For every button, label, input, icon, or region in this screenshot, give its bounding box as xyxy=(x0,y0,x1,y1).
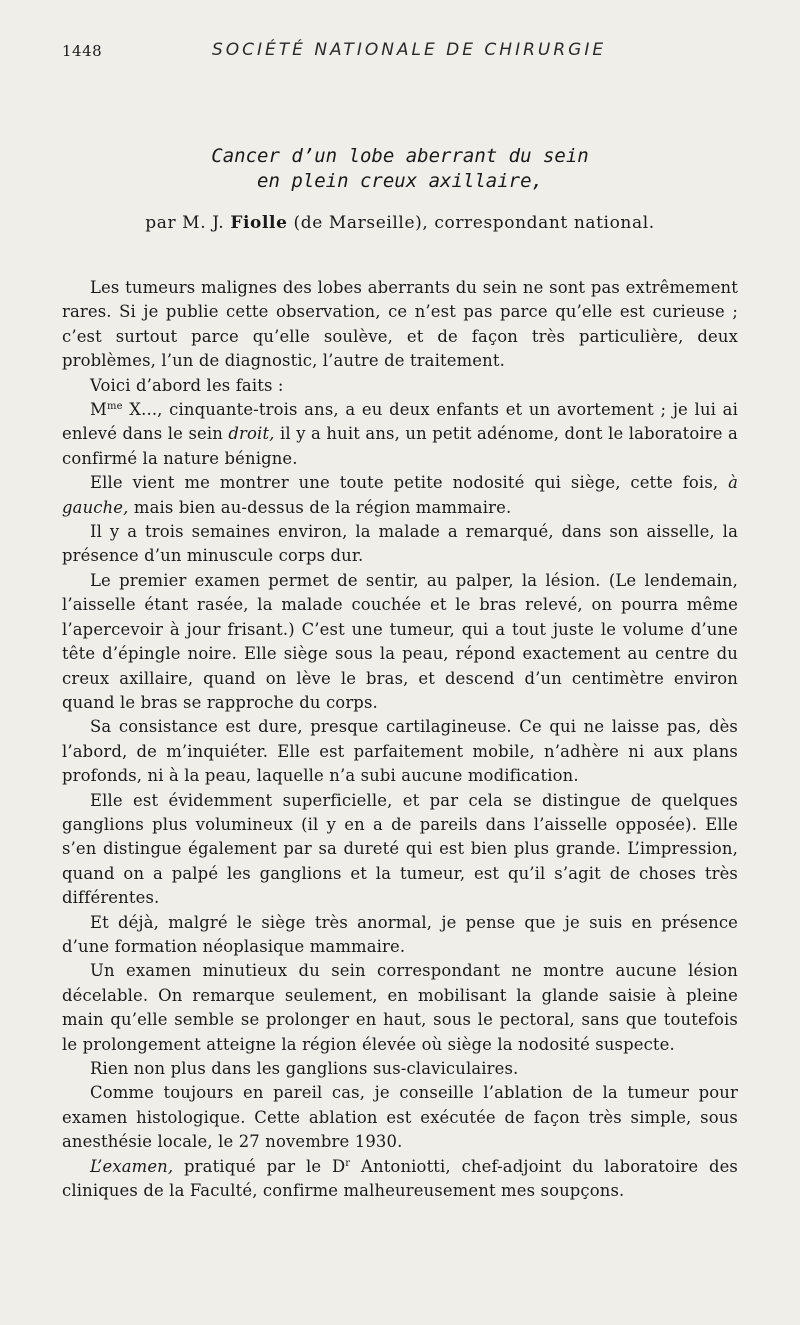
byline xyxy=(60,213,740,233)
paragraph-2: Voici d’abord les faits : xyxy=(90,375,284,395)
paragraph-4-emphasis: à gauche, xyxy=(62,473,738,517)
paragraph-13 xyxy=(62,1155,738,1204)
doctor-superscript: r xyxy=(345,1157,351,1169)
paragraph-6: Le premier examen permet de sentir, au palper, la lésion. (Le lendemain, l’aisselle étant rasée, la malade couchée et le bras relevé, on pourra même l’apercevoir à jour frisant.) C’est une tumeur, qui a tout juste le volume d’une tête d’épingle noire. Elle siège sous la peau, répond exactement au centre du creux axillaire, quand on lève le bras, et descend d’un centimètre environ quand le bras se rapproche du corps. xyxy=(62,570,738,712)
paragraph-3 xyxy=(62,398,738,471)
paragraph-7: Sa consistance est dure, presque cartilagineuse. Ce qui ne laisse pas, dès l’abord, de m’inquiéter. Elle est parfaitement mobile, n’adhère ni aux plans profonds, ni à la peau, laquelle n’a subi aucune modification. xyxy=(62,717,738,786)
honorific: M xyxy=(90,400,107,420)
journal-name: SOCIÉTÉ NATIONALE DE CHIRURGIE xyxy=(212,40,607,60)
byline-suffix: (de Marseille), correspondant national. xyxy=(293,213,655,233)
title-line-2: en plein creux axillaire, xyxy=(257,170,543,192)
paragraph-13-text-a: pratiqué par le D xyxy=(173,1156,346,1176)
paragraph-13-emphasis: L’examen, xyxy=(90,1156,174,1176)
paragraph-13-text-b: Antoniotti, chef-adjoint du laboratoire des cliniques de la Faculté, confirme malheureusement mes soupçons. xyxy=(62,1156,738,1201)
paragraph-3-text-a: X..., cinquante-trois ans, a eu deux enfants et un avortement ; je lui ai enlevé dans le sein xyxy=(62,400,738,444)
article-title xyxy=(60,144,740,194)
paragraph-4-text-a: Elle vient me montrer une toute petite nodosité qui siège, cette fois, xyxy=(90,473,729,493)
paragraph-1: Les tumeurs malignes des lobes aberrants du sein ne sont pas extrêmement rares. Si je publie cette observation, ce n’est pas parce qu’elle est curieuse ; c’est surtout parce qu’elle soulève, et de façon très particulière, deux problèmes, l’un de diagnostic, l’autre de traitement. xyxy=(62,278,738,371)
paragraph-4-text-b: mais bien au-dessus de la région mammaire. xyxy=(128,497,512,517)
honorific-superscript: me xyxy=(106,401,123,413)
paragraph-9: Et déjà, malgré le siège très anormal, je pense que je suis en présence d’une formation néoplasique mammaire. xyxy=(62,912,738,956)
paragraph-5: Il y a trois semaines environ, la malade a remarqué, dans son aisselle, la présence d’un minuscule corps dur. xyxy=(62,522,738,566)
article-body xyxy=(62,276,738,1203)
title-line-1: Cancer d’un lobe aberrant du sein xyxy=(211,145,589,167)
byline-author: Fiolle xyxy=(230,213,288,233)
paragraph-10: Un examen minutieux du sein correspondant ne montre aucune lésion décelable. On remarque seulement, en mobilisant la glande saisie à pleine main qu’elle semble se prolonger en haut, sous le pectoral, sans que toutefois le prolongement atteigne la région élevée où siège la nodosité suspecte. xyxy=(62,961,738,1054)
byline-prefix: par M. J. xyxy=(145,213,225,233)
paragraph-8: Elle est évidemment superficielle, et par cela se distingue de quelques ganglions plus volumineux (il y en a de pareils dans l’aisselle opposée). Elle s’en distingue également par sa dureté qui est bien plus grande. L’impression, quand on a palpé les ganglions et la tumeur, est qu’il s’agit de choses très différentes. xyxy=(62,790,738,908)
paragraph-12: Comme toujours en pareil cas, je conseille l’ablation de la tumeur pour examen histologique. Cette ablation est exécutée de façon très simple, sous anesthésie locale, le 27 novembre 1930. xyxy=(62,1083,738,1152)
paragraph-11: Rien non plus dans les ganglions sus-claviculaires. xyxy=(90,1059,519,1078)
running-head xyxy=(62,38,742,62)
paragraph-3-text-b: il y a huit ans, un petit adénome, dont le laboratoire a confirmé la nature bénigne. xyxy=(62,424,738,468)
paragraph-3-emphasis: droit, xyxy=(228,424,275,444)
page-number: 1448 xyxy=(62,42,103,60)
paragraph-4 xyxy=(62,471,738,520)
